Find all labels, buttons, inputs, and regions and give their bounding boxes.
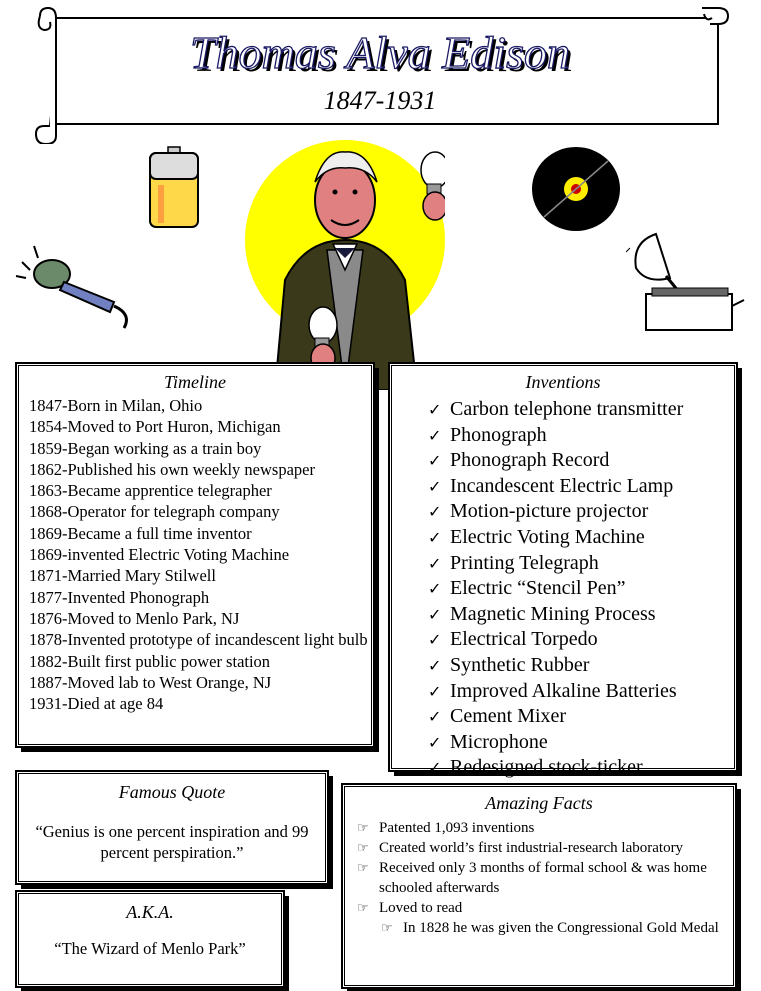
invention-item-text: Incandescent Electric Lamp: [450, 474, 674, 497]
checkmark-icon: ✓: [428, 476, 442, 496]
timeline-item: [29, 416, 371, 437]
timeline-item: [29, 438, 371, 459]
pointing-hand-icon: ☞: [357, 820, 369, 835]
quote-text: “Genius is one percent inspiration and 99 percent perspiration.”: [35, 822, 309, 862]
checkmark-icon: ✓: [428, 425, 442, 445]
timeline-item-text: 1863-Became apprentice telegrapher: [29, 481, 272, 501]
fact-item: [357, 918, 733, 938]
invention-item: [428, 602, 734, 628]
fact-item: [357, 838, 733, 858]
timeline-item-text: 1878-Invented prototype of incandescent light bulb: [29, 630, 368, 650]
invention-item-text: Microphone: [450, 730, 548, 753]
facts-list: [357, 818, 733, 938]
checkmark-icon: ✓: [428, 604, 442, 624]
invention-item: [428, 730, 734, 756]
fact-item-text: In 1828 he was given the Congressional Gold Medal: [403, 920, 719, 936]
timeline-panel: [16, 363, 374, 747]
pointing-hand-icon: ☞: [357, 840, 369, 855]
timeline-item-text: 1869-invented Electric Voting Machine: [29, 545, 290, 565]
amazing-facts-panel: [342, 784, 736, 988]
invention-item: [428, 679, 734, 705]
checkmark-icon: ✓: [428, 527, 442, 547]
edison-portrait: [245, 140, 445, 390]
inventions-list: [428, 397, 734, 781]
page-title: Thomas Alva Edison: [190, 27, 570, 78]
invention-item: [428, 755, 734, 781]
timeline-item: [29, 693, 371, 714]
timeline-item-text: 1931-Died at age 84: [29, 694, 164, 714]
timeline-item-text: 1847-Born in Milan, Ohio: [29, 396, 203, 415]
invention-item-text: Redesigned stock-ticker: [450, 756, 643, 779]
checkmark-icon: ✓: [428, 579, 442, 599]
timeline-item: [29, 395, 371, 416]
invention-item-text: Printing Telegraph: [450, 551, 599, 574]
battery-icon: [146, 145, 202, 231]
invention-item-text: Carbon telephone transmitter: [450, 398, 684, 420]
fact-item-text: Created world’s first industrial-research laboratory: [379, 840, 684, 856]
timeline-heading: Timeline: [164, 372, 226, 392]
checkmark-icon: ✓: [428, 732, 442, 752]
timeline-item-text: 1877-Invented Phonograph: [29, 587, 210, 607]
phonograph-icon: [626, 228, 748, 338]
invention-item: [428, 576, 734, 602]
invention-item-text: Electric Voting Machine: [450, 525, 645, 548]
timeline-item: [29, 480, 371, 501]
invention-item-text: Synthetic Rubber: [450, 653, 590, 676]
timeline-item-text: 1887-Moved lab to West Orange, NJ: [29, 672, 272, 692]
checkmark-icon: ✓: [428, 630, 442, 650]
timeline-item-text: 1854-Moved to Port Huron, Michigan: [29, 417, 281, 437]
timeline-item: [29, 629, 371, 650]
invention-item-text: Magnetic Mining Process: [450, 602, 656, 625]
checkmark-icon: ✓: [428, 553, 442, 573]
invention-item: [428, 423, 734, 449]
checkmark-icon: ✓: [428, 502, 442, 522]
timeline-item: [29, 501, 371, 522]
quote-heading: Famous Quote: [118, 782, 226, 802]
timeline-item: [29, 523, 371, 544]
timeline-item-text: 1876-Moved to Menlo Park, NJ: [29, 608, 240, 628]
aka-text: “The Wizard of Menlo Park”: [54, 939, 246, 958]
famous-quote-panel: [16, 771, 328, 884]
timeline-item-text: 1862-Published his own weekly newspaper: [29, 459, 315, 479]
aka-heading: A.K.A.: [126, 902, 174, 922]
invention-item-text: Electric “Stencil Pen”: [450, 577, 626, 600]
timeline-item: [29, 672, 371, 693]
invention-item: [428, 525, 734, 551]
fact-item: [357, 858, 733, 898]
invention-item: [428, 499, 734, 525]
timeline-item: [29, 651, 371, 672]
timeline-list: [29, 395, 371, 714]
timeline-item-text: 1868-Operator for telegraph company: [29, 502, 280, 522]
checkmark-icon: ✓: [428, 758, 442, 778]
pointing-hand-icon: ☞: [357, 900, 369, 915]
timeline-item: [29, 544, 371, 565]
invention-item-text: Motion-picture projector: [450, 500, 649, 523]
timeline-item: [29, 608, 371, 629]
facts-heading: Amazing Facts: [485, 793, 593, 813]
checkmark-icon: ✓: [428, 707, 442, 727]
invention-item-text: Phonograph Record: [450, 449, 610, 472]
inventions-heading: Inventions: [525, 372, 601, 392]
timeline-item-text: 1882-Built first public power station: [29, 651, 271, 671]
invention-item-text: Phonograph: [450, 423, 547, 446]
fact-item-text: Loved to read: [379, 900, 463, 916]
checkmark-icon: ✓: [428, 400, 442, 419]
invention-item: [428, 704, 734, 730]
checkmark-icon: ✓: [428, 655, 442, 675]
fact-item: [357, 898, 733, 918]
invention-item: [428, 397, 734, 423]
life-years: 1847-1931: [323, 86, 437, 115]
fact-item-text: Patented 1,093 inventions: [379, 820, 535, 836]
fact-item-text: Received only 3 months of formal school & was home schooled afterwards: [379, 860, 707, 896]
invention-item: [428, 474, 734, 500]
timeline-item-text: 1869-Became a full time inventor: [29, 523, 252, 543]
timeline-item: [29, 565, 371, 586]
record-icon: [530, 145, 622, 233]
checkmark-icon: ✓: [428, 451, 442, 471]
timeline-item-text: 1871-Married Mary Stilwell: [29, 566, 216, 586]
checkmark-icon: ✓: [428, 681, 442, 701]
timeline-item: [29, 459, 371, 480]
timeline-item: [29, 587, 371, 608]
invention-item: [428, 448, 734, 474]
invention-item: [428, 653, 734, 679]
invention-item: [428, 551, 734, 577]
invention-item-text: Cement Mixer: [450, 705, 567, 728]
aka-panel: [16, 891, 284, 987]
invention-item-text: Electrical Torpedo: [450, 628, 598, 651]
microphone-icon: [14, 240, 136, 332]
invention-item: [428, 627, 734, 653]
inventions-panel: [389, 363, 737, 779]
pointing-hand-icon: ☞: [357, 860, 369, 875]
fact-item: [357, 818, 733, 838]
invention-item-text: Improved Alkaline Batteries: [450, 679, 677, 702]
timeline-item-text: 1859-Began working as a train boy: [29, 438, 262, 458]
pointing-hand-icon: ☞: [381, 920, 393, 935]
